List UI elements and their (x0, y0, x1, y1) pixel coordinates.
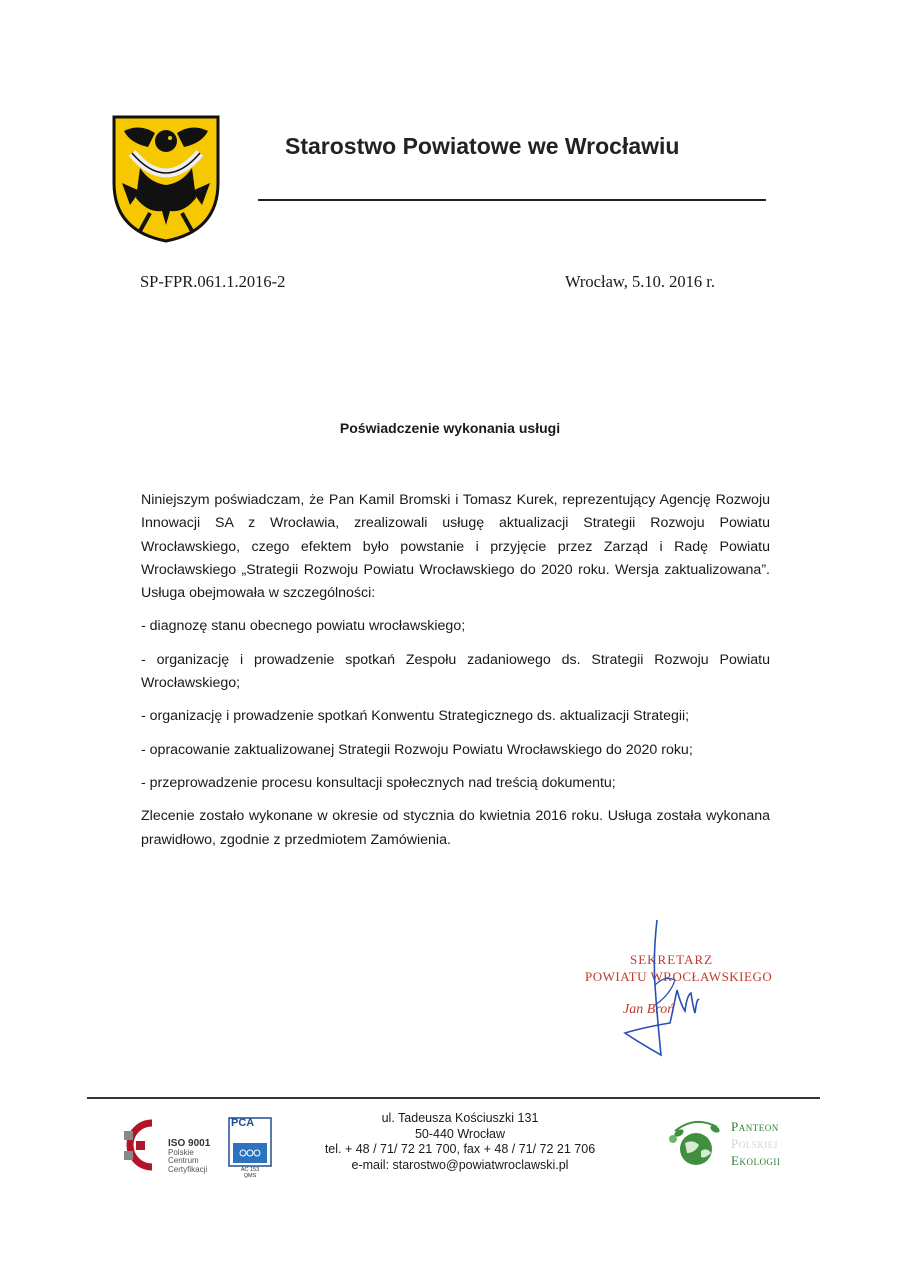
panteon-line: Polskiej (731, 1136, 778, 1151)
address-street: ul. Tadeusza Kościuszki 131 (381, 1111, 539, 1125)
stamp-line-title: SEKRETARZ (630, 952, 714, 967)
pca-ac-number (226, 1167, 274, 1179)
header-divider (258, 199, 766, 201)
closing-paragraph: Zlecenie zostało wykonane w okresie od stycznia do kwietnia 2016 roku. Usługa została wykonana prawidłowo, zgodnie z przedmiotem Zamówienia. (141, 808, 770, 848)
phone-fax: tel. + 48 / 71/ 72 21 700, fax + 48 / 71/ 72 21 706 (324, 1142, 596, 1156)
document-body (141, 489, 770, 862)
list-item: - organizację i prowadzenie spotkań Konwentu Strategicznego ds. aktualizacji Strategii; (141, 708, 690, 725)
pca-qms: QMS (243, 1173, 257, 1179)
iso-line: Certyfikacji (168, 1164, 208, 1174)
footer-divider (87, 1097, 820, 1099)
email-address: e-mail: starostwo@powiatwroclawski.pl (351, 1157, 569, 1172)
pca-ac-code: AC 153 (240, 1167, 260, 1173)
organization-title: Starostwo Powiatowe we Wrocławiu (285, 133, 680, 159)
contact-block (300, 1111, 620, 1173)
stamp-line-office: POWIATU WROCŁAWSKIEGO (585, 969, 773, 984)
stamp-line-name: Jan Broń (623, 1002, 675, 1017)
panteon-text (731, 1118, 780, 1169)
handwritten-signature (595, 915, 745, 1065)
intro-paragraph: Niniejszym poświadczam, że Pan Kamil Bromski i Tomasz Kurek, reprezentujący Agencję Rozwoju Innowacji SA z Wrocławia, zrealizowali usługę aktualizacji Strategii Rozwoju Powiatu Wrocławskiego, czego efektem było powstanie i przyjęcie przez Zarząd i Radę Powiatu Wrocławskiego „Strategii Rozwoju Powiatu Wrocławskiego do 2020 roku. Wersja zaktualizowana”. Usługa obejmowała w szczególności: (141, 492, 770, 602)
iso-label: ISO 9001 (168, 1138, 211, 1149)
iso-line: Centrum (168, 1156, 199, 1165)
pca-label: PCA (231, 1117, 255, 1129)
globe-leaf-icon (665, 1113, 727, 1173)
coat-of-arms-eagle-icon (110, 113, 222, 243)
iso-certification-text (168, 1140, 210, 1174)
panteon-line: Panteon (731, 1119, 779, 1134)
list-item: - opracowanie zaktualizowanej Strategii Rozwoju Powiatu Wrocławskiego do 2020 roku; (141, 741, 693, 758)
list-item: - przeprowadzenie procesu konsultacji społecznych nad treścią dokumentu; (141, 774, 616, 791)
document-title: Poświadczenie wykonania usługi (339, 420, 561, 436)
address-city: 50-440 Wrocław (414, 1126, 506, 1141)
iso-certification-logo (122, 1117, 164, 1173)
panteon-line: Ekologii (731, 1153, 781, 1168)
reference-number: SP-FPR.061.1.2016-2 (140, 272, 286, 291)
list-item: - organizację i prowadzenie spotkań Zespołu zadaniowego ds. Strategii Rozwoju Powiatu Wrocławskiego; (141, 651, 770, 692)
iso-line: Polskie (168, 1147, 194, 1157)
list-item: - diagnozę stanu obecnego powiatu wrocławskiego; (141, 618, 466, 635)
place-date: Wrocław, 5.10. 2016 r. (565, 272, 715, 291)
